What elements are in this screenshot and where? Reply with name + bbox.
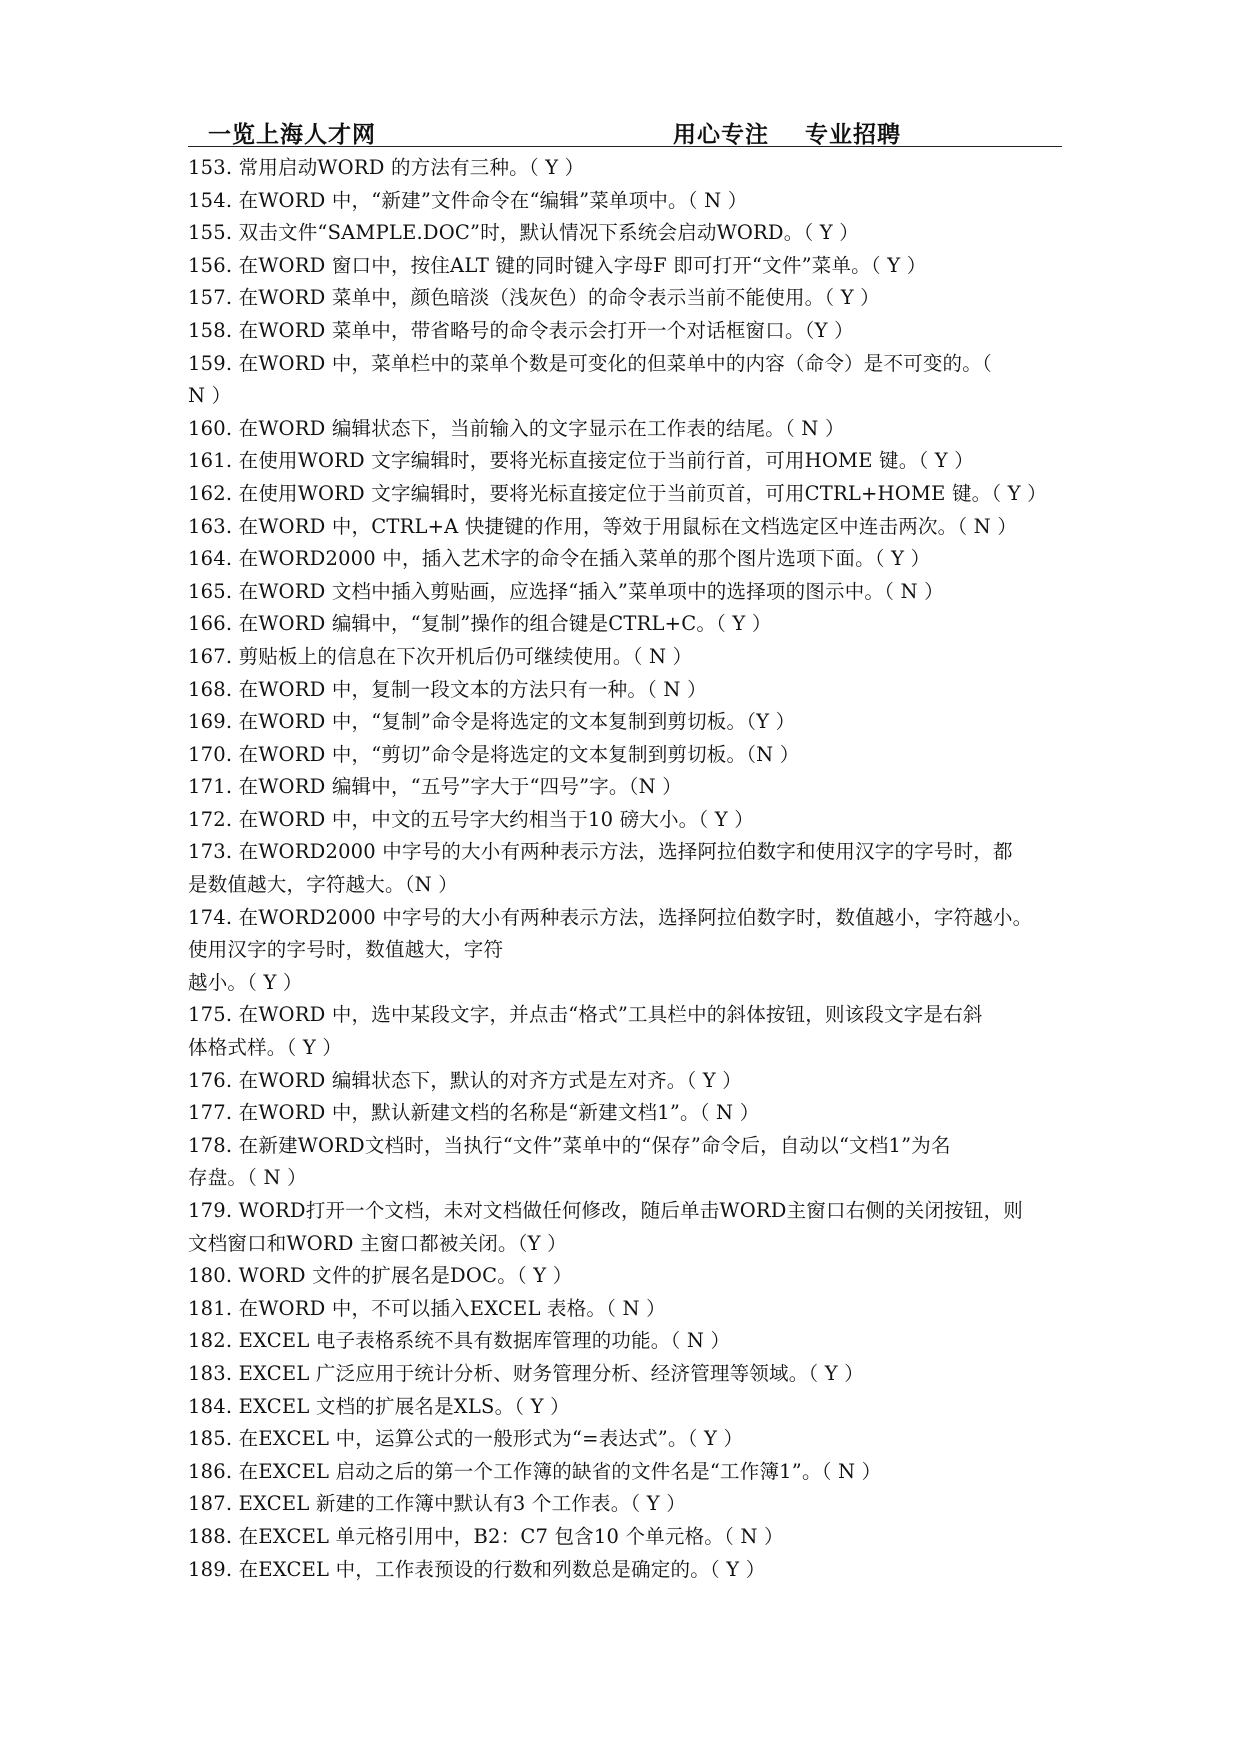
question-line: 167. 剪贴板上的信息在下次开机后仍可继续使用。（ N ） <box>188 644 693 668</box>
question-line: 172. 在WORD 中，中文的五号字大约相当于10 磅大小。（ Y ） <box>188 807 754 831</box>
question-line: 174. 在WORD2000 中字号的大小有两种表示方法，选择阿拉伯数字时，数值越小，字符越小。 <box>188 905 1033 929</box>
question-line: 171. 在WORD 编辑中，“五号”字大于“四号”字。（N ） <box>188 775 682 799</box>
question-line: 161. 在使用WORD 文字编辑时，要将光标直接定位于当前行首，可用HOME 键。（ Y ） <box>188 449 974 473</box>
question-line: 187. EXCEL 新建的工作簿中默认有3 个工作表。（ Y ） <box>188 1492 686 1516</box>
site-slogan: 用心专注 专业招聘 <box>673 121 902 148</box>
question-line: 体格式样。（ Y ） <box>188 1036 343 1060</box>
question-line: 164. 在WORD2000 中，插入艺术字的命令在插入菜单的那个图片选项下面。（ Y ） <box>188 547 931 571</box>
question-list <box>188 152 1068 1586</box>
question-line: 是数值越大，字符越大。（N ） <box>188 873 459 897</box>
question-line: 155. 双击文件“SAMPLE.DOC”时，默认情况下系统会启动WORD。（ Y ） <box>188 221 859 245</box>
question-line: 168. 在WORD 中，复制一段文本的方法只有一种。（ N ） <box>188 677 707 701</box>
question-line: 184. EXCEL 文档的扩展名是XLS。（ Y ） <box>188 1394 570 1418</box>
question-line: 181. 在WORD 中，不可以插入EXCEL 表格。（ N ） <box>188 1296 666 1320</box>
question-line: 163. 在WORD 中，CTRL+A 快捷键的作用，等效于用鼠标在文档选定区中连击两次。（ N ） <box>188 514 1018 538</box>
question-line: 173. 在WORD2000 中字号的大小有两种表示方法，选择阿拉伯数字和使用汉字的字号时，都 <box>188 840 1013 864</box>
question-line: 越小。（ Y ） <box>188 970 303 994</box>
question-line: 文档窗口和WORD 主窗口都被关闭。（Y ） <box>188 1231 567 1255</box>
question-line: 166. 在WORD 编辑中，“复制”操作的组合键是CTRL+C。（ Y ） <box>188 612 772 636</box>
question-line: 186. 在EXCEL 启动之后的第一个工作簿的缺省的文件名是“工作簿1”。（ N ） <box>188 1459 882 1483</box>
question-line: 177. 在WORD 中，默认新建文档的名称是“新建文档1”。（ N ） <box>188 1101 760 1125</box>
question-line: 154. 在WORD 中，“新建”文件命令在“编辑”菜单项中。（ N ） <box>188 188 748 212</box>
question-line: 159. 在WORD 中，菜单栏中的菜单个数是可变化的但菜单中的内容（命令）是不可变的。（ <box>188 351 992 375</box>
question-line: 188. 在EXCEL 单元格引用中，B2：C7 包含10 个单元格。（ N ） <box>188 1524 784 1548</box>
question-line: 162. 在使用WORD 文字编辑时，要将光标直接定位于当前页首，可用CTRL+HOME 键。（ Y ） <box>188 481 1047 505</box>
question-line: 165. 在WORD 文档中插入剪贴画，应选择“插入”菜单项中的选择项的图示中。（ N ） <box>188 579 944 603</box>
question-line: 182. EXCEL 电子表格系统不具有数据库管理的功能。（ N ） <box>188 1329 731 1353</box>
site-name: 一览上海人才网 <box>208 121 376 148</box>
question-line: 183. EXCEL 广泛应用于统计分析、财务管理分析、经济管理等领域。（ Y ） <box>188 1361 864 1385</box>
question-line: 使用汉字的字号时，数值越大，字符 <box>188 938 504 962</box>
question-line: 158. 在WORD 菜单中，带省略号的命令表示会打开一个对话框窗口。（Y ） <box>188 318 854 342</box>
question-line: 169. 在WORD 中，“复制”命令是将选定的文本复制到剪切板。（Y ） <box>188 710 796 734</box>
question-line: 160. 在WORD 编辑状态下，当前输入的文字显示在工作表的结尾。（ N ） <box>188 416 845 440</box>
question-line: 179. WORD打开一个文档，未对文档做任何修改，随后单击WORD主窗口右侧的关闭按钮，则 <box>188 1199 1024 1222</box>
question-line: 178. 在新建WORD文档时，当执行“文件”菜单中的“保存”命令后，自动以“文档1”为名 <box>188 1133 951 1157</box>
question-line: 180. WORD 文件的扩展名是DOC。（ Y ） <box>188 1264 573 1288</box>
question-line: 189. 在EXCEL 中，工作表预设的行数和列数总是确定的。（ Y ） <box>188 1557 766 1581</box>
question-line: 175. 在WORD 中，选中某段文字，并点击“格式”工具栏中的斜体按钮，则该段文字是右斜 <box>188 1003 983 1027</box>
question-line: N ） <box>188 384 232 408</box>
question-line: 185. 在EXCEL 中，运算公式的一般形式为“=表达式”。（ Y ） <box>188 1427 744 1451</box>
page-header <box>188 112 1062 147</box>
question-line: 存盘。（ N ） <box>188 1166 307 1190</box>
question-line: 176. 在WORD 编辑状态下，默认的对齐方式是左对齐。（ Y ） <box>188 1068 742 1092</box>
question-line: 170. 在WORD 中，“剪切”命令是将选定的文本复制到剪切板。（N ） <box>188 742 800 766</box>
question-line: 157. 在WORD 菜单中，颜色暗淡（浅灰色）的命令表示当前不能使用。（ Y ） <box>188 286 880 310</box>
question-line: 156. 在WORD 窗口中，按住ALT 键的同时键入字母F 即可打开“文件”菜单。（ Y ） <box>188 253 927 277</box>
question-line: 153. 常用启动WORD 的方法有三种。（ Y ） <box>188 156 585 179</box>
